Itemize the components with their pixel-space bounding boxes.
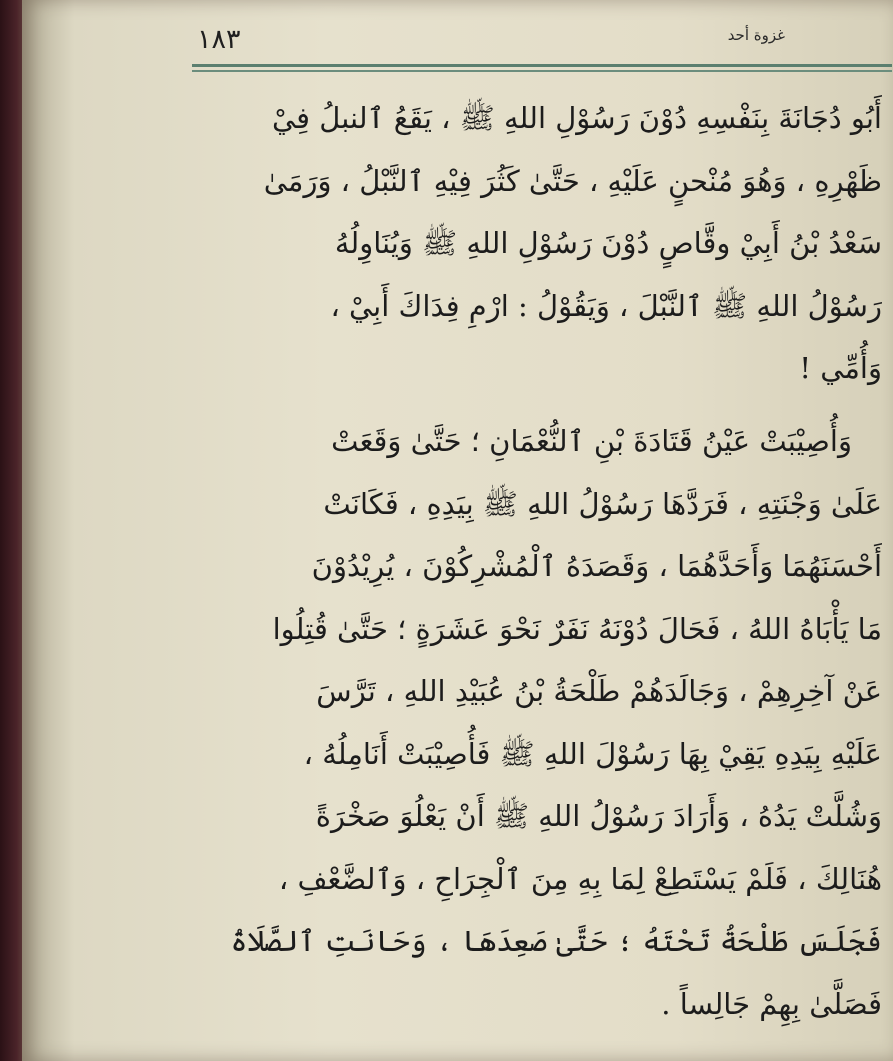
text-line: سَعْدُ بْنُ أَبِيْ وقَّاصٍ دُوْنَ رَسُوْلِ اللهِ ﷺ وَيُنَاوِلُهُ — [334, 226, 882, 260]
text-line: عَنْ آخِرِهِمْ ، وَجَالَدَهُمْ طَلْحَةُ بْنُ عُبَيْدِ اللهِ ، تَرَّسَ — [316, 674, 882, 708]
text-line: مَا يَأْبَاهُ اللهُ ، فَحَالَ دُوْنَهُ نَفَرٌ نَحْوَ عَشَرَةٍ ؛ حَتَّىٰ قُتِلُوا — [272, 611, 882, 646]
header-rule-bottom — [192, 70, 892, 72]
text-line: عَلَيْهِ بِيَدِهِ يَقِيْ بِهَا رَسُوْلَ اللهِ ﷺ فَأُصِيْبَتْ أَنَامِلُهُ ، — [303, 736, 882, 771]
chapter-title: غزوة أحد — [727, 26, 785, 44]
text-line: عَلَىٰ وَجْنَتِهِ ، فَرَدَّهَا رَسُوْلُ اللهِ ﷺ بِيَدِهِ ، فَكَانَتْ — [323, 486, 882, 521]
text-line: فَصَلَّىٰ بِهِمْ جَالِساً . — [661, 986, 882, 1021]
text-line: هُنَالِكَ ، فَلَمْ يَسْتَطِعْ لِمَا بِهِ مِنَ ٱلْجِرَاحِ ، وَٱلضَّعْفِ ، — [278, 861, 882, 896]
text-line: وَشُلَّتْ يَدُهُ ، وَأَرَادَ رَسُوْلُ اللهِ ﷺ أَنْ يَعْلُوَ صَخْرَةً — [315, 799, 882, 833]
text-line: وَأُصِيْبَتْ عَيْنُ قَتَادَةَ بْنِ ٱلنُّعْمَانِ ؛ حَتَّىٰ وَقَعَتْ — [331, 424, 852, 458]
text-line: أَحْسَنَهُمَا وَأَحَدَّهُمَا ، وَقَصَدَهُ ٱلْمُشْرِكُوْنَ ، يُرِيْدُوْنَ — [311, 549, 882, 583]
text-line: رَسُوْلُ اللهِ ﷺ ٱلنَّبْلَ ، وَيَقُوْلُ : ارْمِ فِدَاكَ أَبِيْ ، — [330, 288, 882, 323]
page-header — [197, 26, 785, 68]
text-line: ظَهْرِهِ ، وَهُوَ مُنْحنٍ عَلَيْهِ ، حَتَّىٰ كَثُرَ فِيْهِ ٱلنَّبْلُ ، وَرَمَىٰ — [263, 163, 882, 198]
header-rule-top — [192, 64, 892, 67]
text-line: فَجَلَسَ طَلْحَةُ تَحْتَهُ ؛ حَتَّىٰ صَعِدَهَا ، وَحَانَتِ ٱلصَّلَاةُ — [230, 924, 882, 958]
page-number: ١٨٣ — [197, 24, 241, 55]
paragraph-1 — [194, 87, 882, 400]
text-line: أَبُو دُجَانَةَ بِنَفْسِهِ دُوْنَ رَسُوْلِ اللهِ ﷺ ، يَقَعُ ٱلنبلُ فِيْ — [271, 101, 882, 135]
paragraph-2 — [194, 410, 882, 1035]
text-line: وَأُمِّي ! — [799, 351, 882, 385]
book-page — [22, 0, 893, 1061]
